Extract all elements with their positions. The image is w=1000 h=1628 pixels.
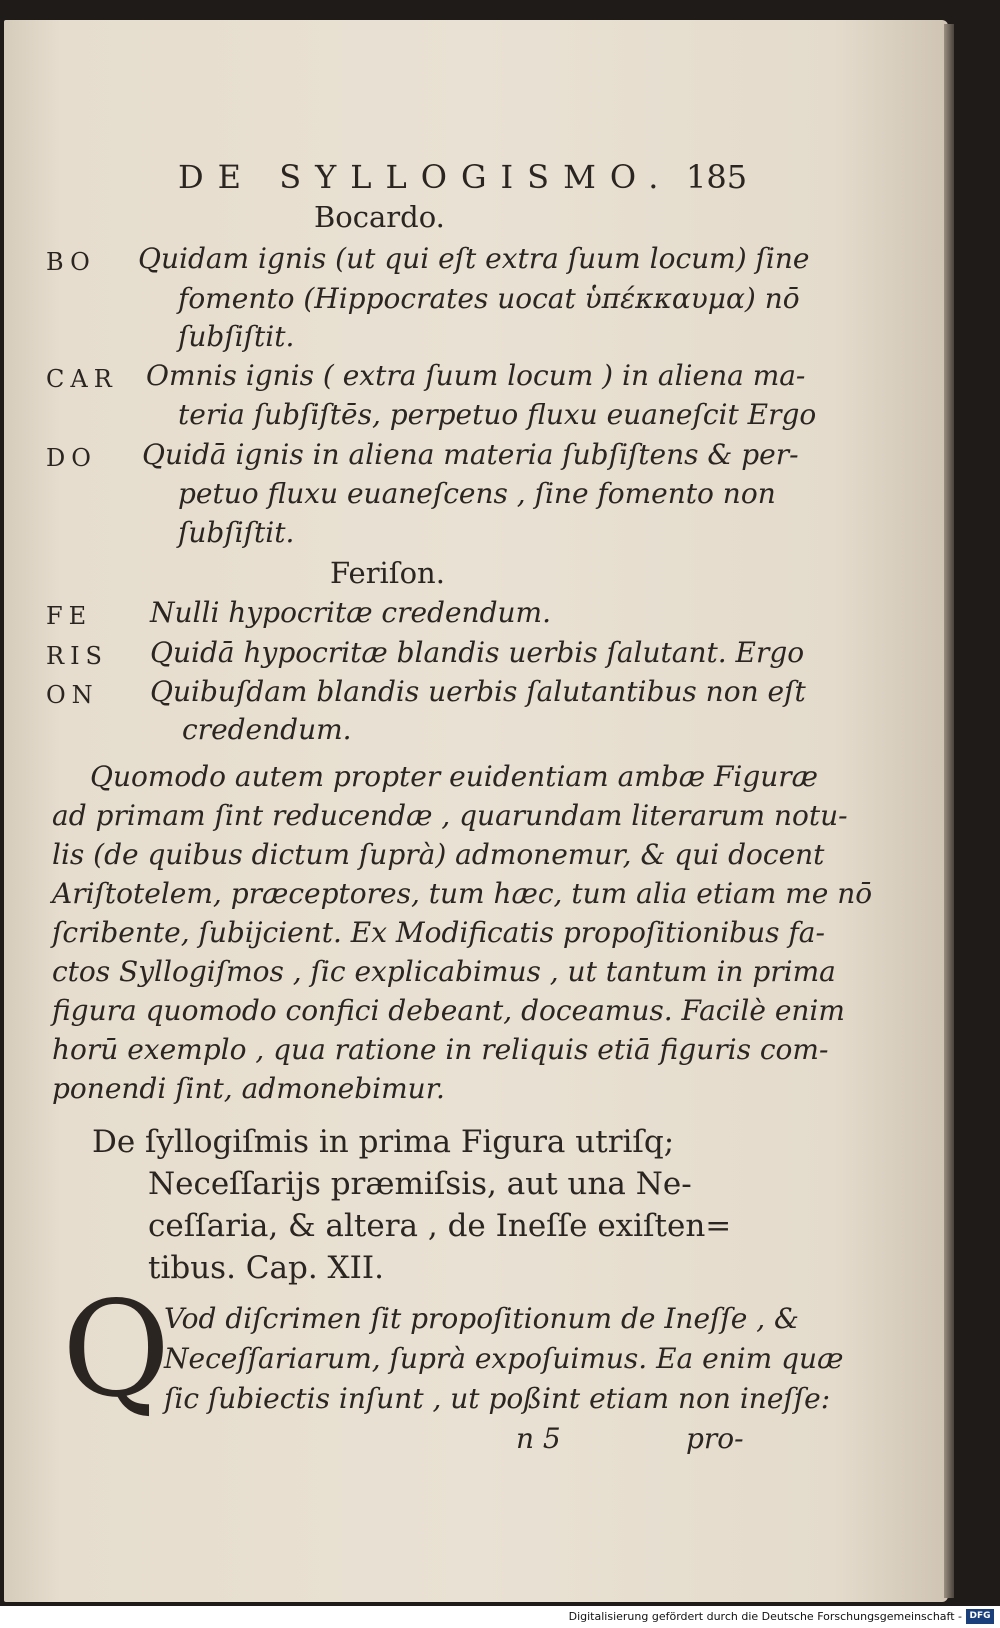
syllable-label: RIS xyxy=(46,642,108,670)
paragraph-line: ſcribente, ſubijcient. Ex Modificatis propoſitionibus fa- xyxy=(52,916,825,949)
page-number: 185 xyxy=(686,158,748,196)
chapter-line: ſic ſubiectis inſunt , ut poßint etiam non ineſſe: xyxy=(164,1382,831,1415)
paragraph-line: ponendi ſint, admonebimur. xyxy=(52,1072,445,1105)
syllable-label: CAR xyxy=(46,365,118,393)
text-line: credendum. xyxy=(182,713,352,746)
text-line: fomento (Hippocrates uocat ὑπέκκαυμα) nō xyxy=(178,282,800,315)
dfg-logo: DFG xyxy=(966,1609,994,1624)
footer-text: Digitalisierung gefördert durch die Deutsche Forschungsgemeinschaft - xyxy=(568,1610,962,1623)
text-line: Nulli hypocritæ credendum. xyxy=(150,596,551,629)
chapter-heading-line: ceſſaria, & altera , de Ineſſe exiſten= xyxy=(148,1208,732,1244)
text-line: Omnis ignis ( extra ſuum locum ) in aliena ma- xyxy=(146,359,806,392)
paragraph-line: Quomodo autem propter euidentiam ambæ Figuræ xyxy=(90,760,818,793)
chapter-line: Neceſſariarum, ſuprà expoſuimus. Ea enim quæ xyxy=(164,1342,844,1375)
chapter-heading-line: tibus. Cap. XII. xyxy=(148,1250,384,1286)
paragraph-line: ad primam ſint reducendæ , quarundam literarum notu- xyxy=(52,799,848,832)
drop-capital: Q xyxy=(62,1273,171,1427)
signature-mark: n 5 xyxy=(516,1422,561,1455)
syllable-label: DO xyxy=(46,444,97,472)
text-line: ſubſiſtit. xyxy=(178,516,295,549)
text-line: teria ſubſiſtēs, perpetuo fluxu euaneſcit Ergo xyxy=(178,398,817,431)
paragraph-line: lis (de quibus dictum ſuprà) admonemur, & qui docent xyxy=(52,838,825,871)
chapter-line: Vod diſcrimen ſit propoſitionum de Ineſſe , & xyxy=(164,1302,799,1335)
paragraph-line: ctos Syllogiſmos , ſic explicabimus , ut tantum in prima xyxy=(52,955,836,988)
catchword: pro- xyxy=(686,1422,744,1455)
text-line: Quidā ignis in aliena materia ſubſiſtens & per- xyxy=(142,438,799,471)
text-line: petuo fluxu euaneſcens , ſine fomento non xyxy=(178,477,776,510)
running-title: DE SYLLOGISMO. xyxy=(178,158,673,196)
paragraph-line: figura quomodo confici debeant, doceamus. Facilè enim xyxy=(52,994,845,1027)
bocardo-title: Bocardo. xyxy=(314,200,445,234)
digitization-footer xyxy=(0,1606,1000,1628)
chapter-heading-line: De ſyllogiſmis in prima Figura utriſq; xyxy=(92,1124,675,1160)
syllable-label: FE xyxy=(46,602,93,630)
text-line: Quibuſdam blandis uerbis ſalutantibus non eſt xyxy=(150,675,806,708)
text-line: ſubſiſtit. xyxy=(178,320,295,353)
paragraph-line: horū exemplo , qua ratione in reliquis etiā figuris com- xyxy=(52,1033,829,1066)
chapter-heading-line: Neceſſarijs præmiſsis, aut una Ne- xyxy=(148,1166,692,1202)
text-line: Quidam ignis (ut qui eſt extra ſuum locum) ſine xyxy=(138,242,810,275)
ferison-title: Feriſon. xyxy=(330,556,445,590)
syllable-label: BO xyxy=(46,248,96,276)
syllable-label: ON xyxy=(46,681,99,709)
text-line: Quidā hypocritæ blandis uerbis ſalutant. Ergo xyxy=(150,636,805,669)
paragraph-line: Ariſtotelem, præceptores, tum hæc, tum alia etiam me nō xyxy=(52,877,873,910)
page-edge xyxy=(944,24,954,1598)
